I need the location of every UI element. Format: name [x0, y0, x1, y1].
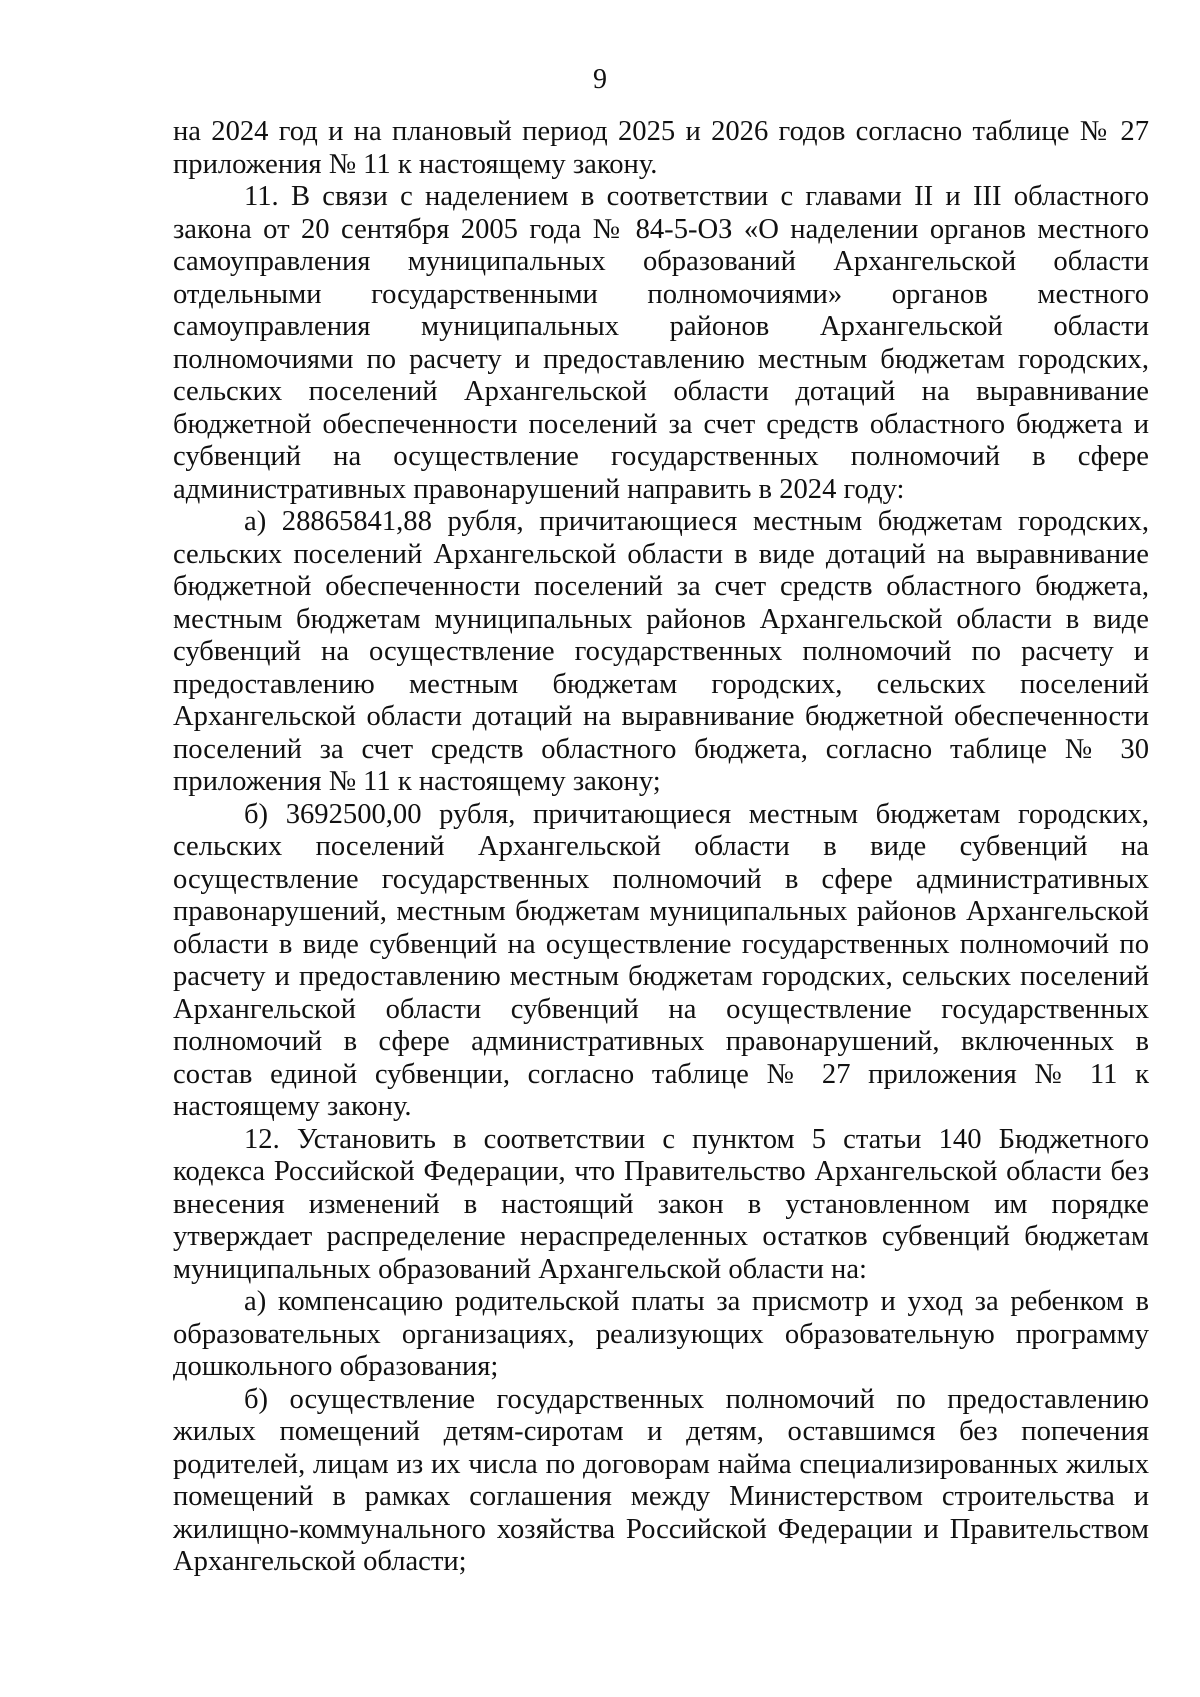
paragraph-item-11: 11. В связи с наделением в соответствии с главами II и III областного закона от 20 сентября 2005 года № 84-5-ОЗ «О наделении органов местного самоуправления муниципальных образований Архангельской области отдельными государственными полномочиями» органов местного самоуправления муниципальных районов Архангельской области полномочиями по расчету и предоставлению местным бюджетам городских, сельских поселений Архангельской области дотаций на выравнивание бюджетной обеспеченности поселений за счет средств областного бюджета и субвенций на осуществление государственных полномочий в сфере административных правонарушений направить в 2024 году: — [173, 181, 1149, 505]
document-body — [173, 116, 1149, 1579]
page-number: 9 — [593, 64, 607, 95]
paragraph-item-11-a: а) 28865841,88 рубля, причитающиеся местным бюджетам городских, сельских поселений Архангельской области в виде дотаций на выравнивание бюджетной обеспеченности поселений за счет средств областного бюджета, местным бюджетам муниципальных районов Архангельской области в виде субвенций на осуществление государственных полномочий по расчету и предоставлению местным бюджетам городских, сельских поселений Архангельской области дотаций на выравнивание бюджетной обеспеченности поселений за счет средств областного бюджета, согласно таблице № 30 приложения № 11 к настоящему закону; — [173, 506, 1149, 797]
paragraph-item-12: 12. Установить в соответствии с пунктом 5 статьи 140 Бюджетного кодекса Российской Федерации, что Правительство Архангельской области без внесения изменений в настоящий закон в установленном им порядке утверждает распределение нераспределенных остатков субвенций бюджетам муниципальных образований Архангельской области на: — [173, 1123, 1149, 1285]
paragraph-item-12-b: б) осуществление государственных полномочий по предоставлению жилых помещений детям-сиротам и детям, оставшимся без попечения родителей, лицам из их числа по договорам найма специализированных жилых помещений в рамках соглашения между Министерством строительства и жилищно-коммунального хозяйства Российской Федерации и Правительством Архангельской области; — [173, 1383, 1149, 1577]
paragraph-item-12-a: а) компенсацию родительской платы за присмотр и уход за ребенком в образовательных организациях, реализующих образовательную программу дошкольного образования; — [173, 1286, 1149, 1382]
paragraph-item-11-b: б) 3692500,00 рубля, причитающиеся местным бюджетам городских, сельских поселений Архангельской области в виде субвенций на осуществление государственных полномочий в сфере административных правонарушений, местным бюджетам муниципальных районов Архангельской области в виде субвенций на осуществление государственных полномочий по расчету и предоставлению местным бюджетам городских, сельских поселений Архангельской области субвенций на осуществление государственных полномочий в сфере административных правонарушений, включенных в состав единой субвенции, согласно таблице № 27 приложения № 11 к настоящему закону. — [173, 798, 1149, 1122]
paragraph-continuation: на 2024 год и на плановый период 2025 и 2026 годов согласно таблице № 27 приложения № 11 к настоящему закону. — [173, 116, 1149, 180]
